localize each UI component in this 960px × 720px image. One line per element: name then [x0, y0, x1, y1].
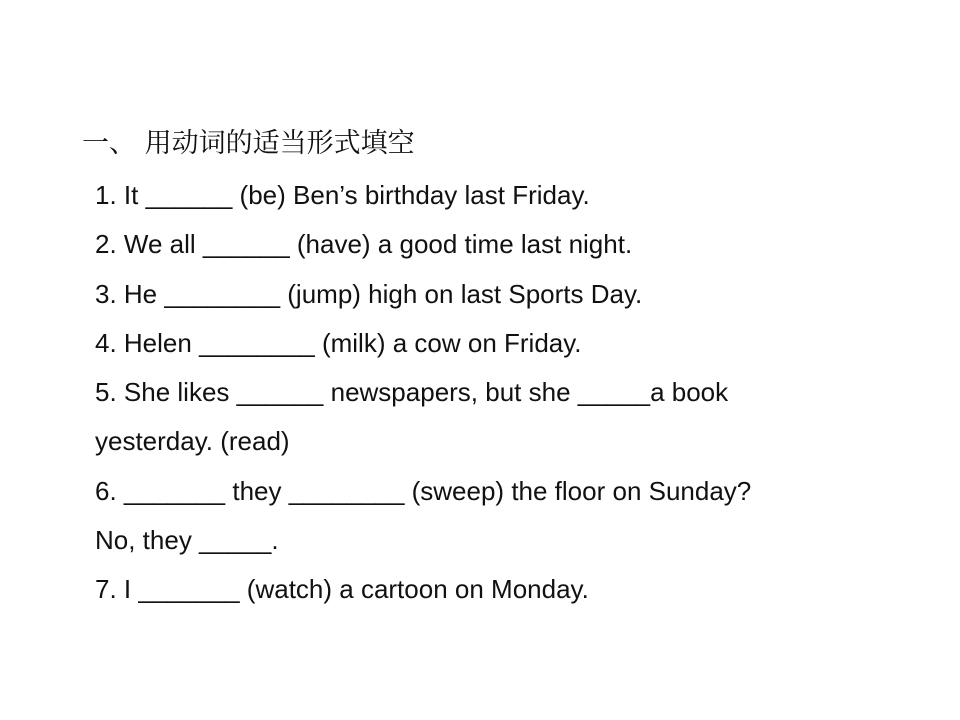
exercise-line-5-continued: yesterday. (read) [95, 426, 290, 457]
exercise-line-6: 6. _______ they ________ (sweep) the floor on Sunday? [95, 475, 752, 506]
exercise-line-6-answer: No, they _____. [95, 525, 279, 556]
exercise-line-5: 5. She likes ______ newspapers, but she _____a book [95, 377, 729, 408]
exercise-line-3: 3. He ________ (jump) high on last Sports Day. [95, 278, 643, 309]
exercise-line-1: 1. It ______ (be) Ben’s birthday last Friday. [95, 180, 590, 210]
exercise-line-7: 7. I _______ (watch) a cartoon on Monday. [95, 574, 589, 605]
section-heading: 一、 用动词的适当形式填空 [82, 128, 415, 159]
exercise-list [95, 171, 751, 615]
exercise-line-4: 4. Helen ________ (milk) a cow on Friday. [95, 327, 582, 358]
exercise-line-2: 2. We all ______ (have) a good time last night. [95, 229, 633, 260]
